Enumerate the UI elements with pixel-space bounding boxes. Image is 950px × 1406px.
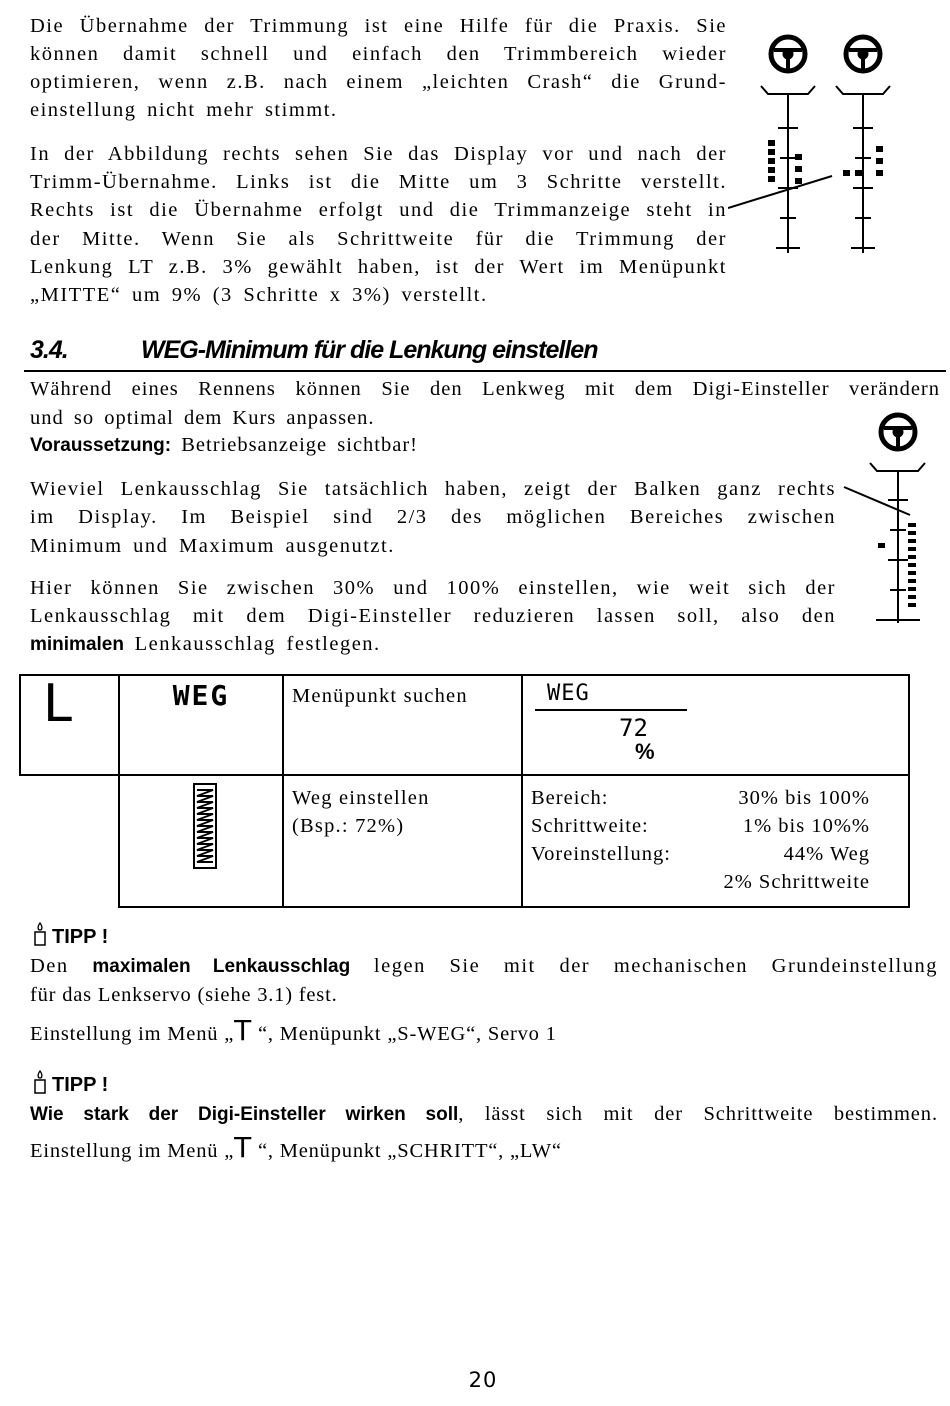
setting-step — [531, 812, 870, 840]
text-line — [30, 630, 381, 660]
display-label: WEG — [547, 681, 590, 706]
text-line — [30, 1014, 557, 1049]
trim-display-illustration — [728, 28, 928, 258]
table-row — [20, 675, 909, 775]
setting-label: Bereich: — [531, 787, 609, 809]
setting-label: Voreinstellung: — [531, 843, 671, 865]
heading-rule — [24, 370, 946, 372]
steering-wheel-icon — [846, 37, 880, 71]
text-line: können damit schnell und einfach den Trimmbereich wieder — [30, 43, 727, 65]
page-number: 20 — [468, 1368, 498, 1392]
settings-cell — [522, 775, 909, 907]
knob-icon-cell — [119, 775, 283, 907]
action-set-travel: Weg einstellen — [292, 787, 430, 809]
action-search-menu: Menüpunkt suchen — [292, 685, 468, 707]
setting-value: 30% bis 100% — [738, 787, 870, 809]
setting-label: Schrittweite: — [531, 815, 649, 837]
text-fragment: , lässt sich mit der Schrittweite bestimmen. — [458, 1103, 938, 1125]
setting-value: 1% bis 10%% — [742, 815, 870, 837]
text-line: und so optimal dem Kurs anpassen. — [30, 407, 375, 429]
table-row — [20, 775, 909, 907]
text-fragment: “, Menüpunkt „SCHRITT“, „LW“ — [252, 1140, 562, 1162]
section-title: WEG-Minimum für die Lenkung einstellen — [141, 336, 598, 364]
text-fragment: Einstellung im Menü „ — [30, 1023, 235, 1045]
empty-cell — [20, 775, 119, 907]
action-example: (Bsp.: 72%) — [292, 815, 405, 837]
text-line: optimieren, wenn z.B. nach einem „leichten Crash“ die Grund- — [30, 71, 727, 93]
setting-default-step: 2% Schrittweite — [723, 871, 870, 893]
text-line: Die Übernahme der Trimmung ist eine Hilfe für die Praxis. Sie — [30, 15, 727, 37]
display-unit: % — [635, 739, 655, 764]
prerequisite-line — [30, 431, 418, 461]
tip-heading: TIPP ! — [52, 926, 109, 948]
digi-adjuster-knob-icon — [120, 776, 282, 906]
text-line: Lenkung LT z.B. 3% gewählt haben, ist der Wert im Menüpunkt — [30, 256, 727, 278]
prerequisite-text: Betriebsanzeige sichtbar! — [171, 434, 418, 456]
lcd-label-cell — [119, 675, 283, 775]
steering-wheel-icon — [771, 37, 805, 71]
prerequisite-label: Voraussetzung: — [30, 435, 172, 456]
lcd-menu-label: WEG — [172, 679, 230, 712]
display-value: 72 — [619, 714, 648, 742]
text-line: der Mitte. Wenn Sie als Schrittweite für die Trimmung der — [30, 228, 727, 250]
tip-heading-row — [32, 1070, 108, 1097]
emphasis-minimal: minimalen — [30, 634, 124, 655]
emphasis-digi-adjuster: Wie stark der Digi-Einsteller wirken soll — [30, 1104, 459, 1125]
action-cell — [283, 775, 522, 907]
setting-default — [531, 840, 870, 868]
text-fragment: Einstellung im Menü „ — [30, 1140, 235, 1162]
emphasis-max-steering: maximalen Lenkausschlag — [92, 956, 351, 977]
setting-range — [531, 784, 870, 812]
display-underline — [535, 709, 687, 711]
text-line: im Display. Im Beispiel sind 2/3 des möglichen Bereiches zwischen — [30, 506, 836, 528]
display-cell — [522, 675, 909, 775]
text-line — [30, 1100, 938, 1130]
setting-value: 44% Weg — [783, 843, 870, 865]
candle-icon — [32, 1070, 48, 1094]
text-line: Trimm-Übernahme. Links ist die Mitte um 3 Schritte verstellt. — [30, 171, 727, 193]
text-line: „MITTE“ um 9% (3 Schritte x 3%) verstellt. — [30, 284, 488, 306]
text-line: Während eines Rennens können Sie den Lenkweg mit dem Digi-Einsteller verändern — [30, 378, 940, 400]
candle-icon — [32, 922, 48, 946]
text-fragment: Lenkausschlag festlegen. — [123, 633, 381, 655]
menu-key: L — [43, 674, 72, 734]
text-fragment: Den — [30, 955, 93, 977]
tip-heading-row — [32, 922, 108, 949]
text-line: für das Lenkservo (siehe 3.1) fest. — [30, 984, 338, 1006]
text-fragment: legen Sie mit der mechanischen Grundeinstellung — [350, 955, 938, 977]
text-line: einstellung nicht mehr stimmt. — [30, 99, 338, 121]
text-line: Rechts ist die Übernahme erfolgt und die Trimmanzeige steht in — [30, 199, 727, 221]
text-line: Hier können Sie zwischen 30% und 100% einstellen, wie weit sich der — [30, 577, 836, 599]
section-heading — [30, 336, 598, 365]
text-line: Minimum und Maximum ausgenutzt. — [30, 535, 395, 557]
section-number: 3.4. — [30, 336, 68, 364]
steering-wheel-icon — [881, 415, 915, 449]
tip-heading: TIPP ! — [52, 1074, 109, 1096]
steering-bar-illustration — [840, 405, 940, 630]
text-line — [30, 1131, 562, 1166]
menu-settings-table — [19, 674, 910, 908]
text-fragment: “, Menüpunkt „S-WEG“, Servo 1 — [252, 1023, 557, 1045]
action-cell — [283, 675, 522, 775]
text-line: In der Abbildung rechts sehen Sie das Display vor und nach der — [30, 143, 727, 165]
text-line: Wieviel Lenkausschlag Sie tatsächlich haben, zeigt der Balken ganz rechts — [30, 478, 836, 500]
menu-key-cell — [20, 675, 119, 775]
menu-key-t: T — [234, 1014, 253, 1047]
text-line — [30, 952, 938, 982]
text-line: Lenkausschlag mit dem Digi-Einsteller reduzieren lassen soll, also den — [30, 605, 836, 627]
menu-key-t: T — [234, 1131, 253, 1164]
